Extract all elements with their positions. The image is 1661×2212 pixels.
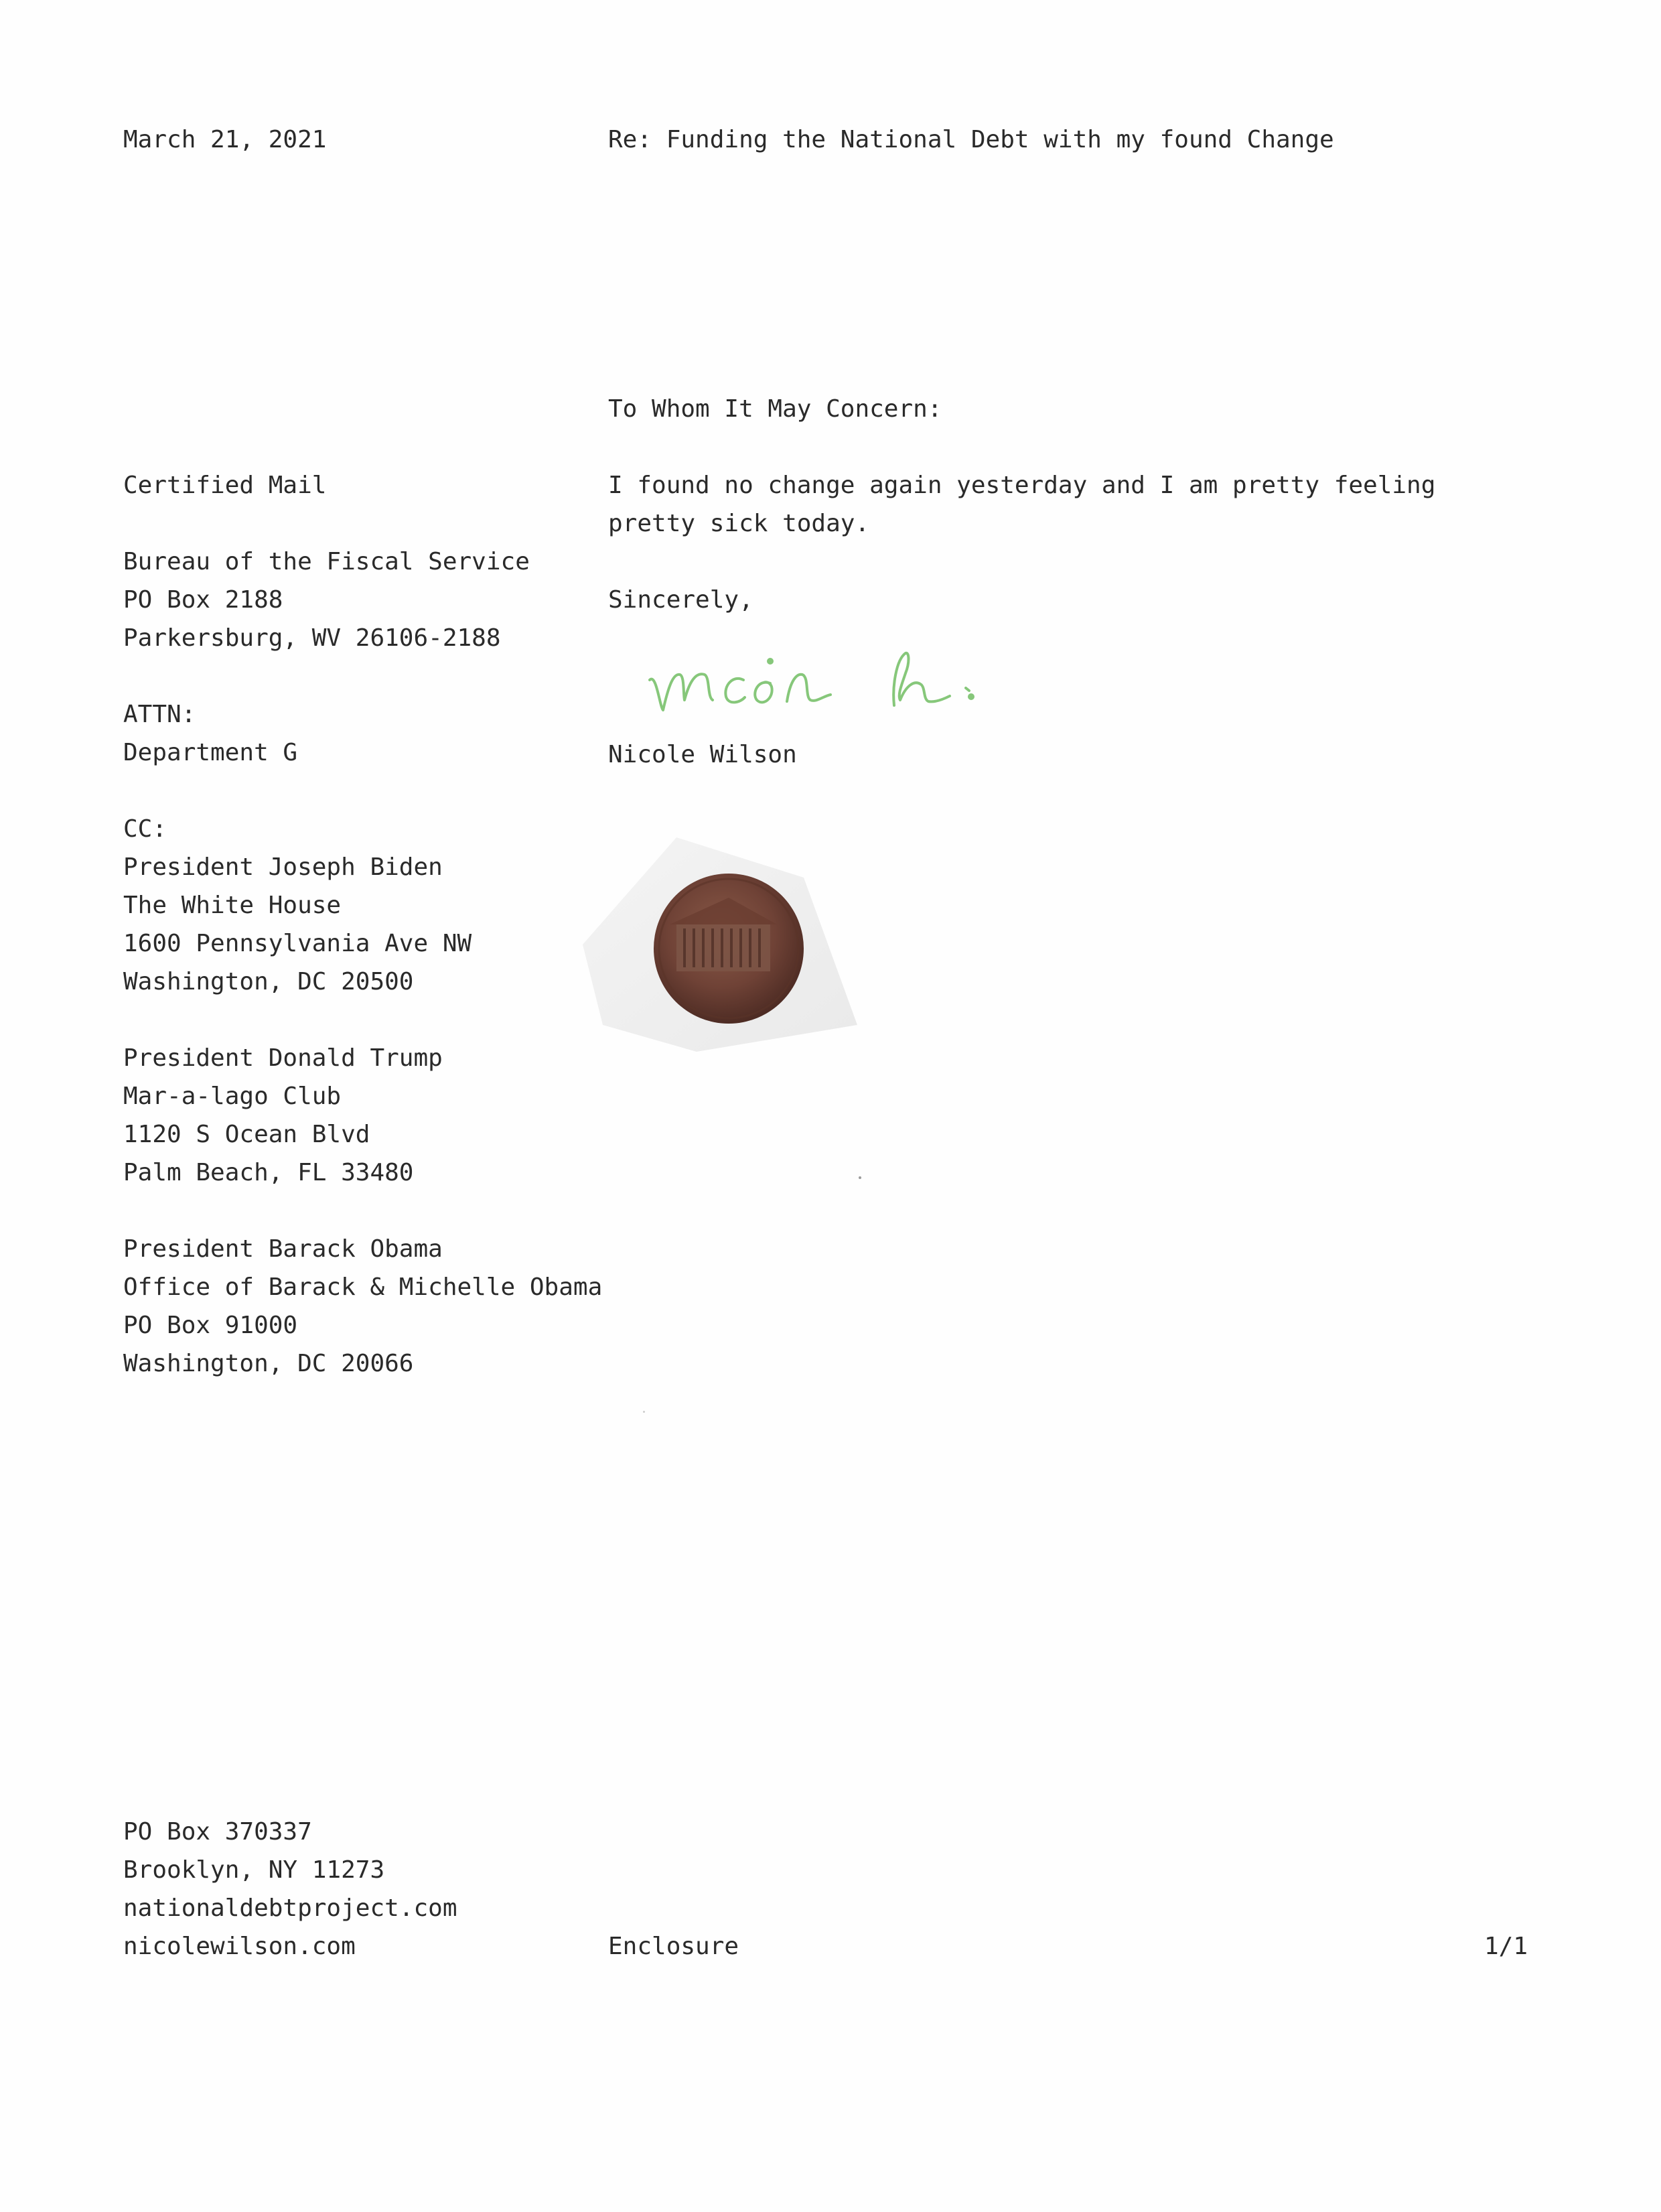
page-number: 1/1: [1484, 1933, 1528, 1960]
footer-line: Brooklyn, NY 11273: [123, 1856, 385, 1884]
cc-name: President Donald Trump: [123, 1044, 443, 1072]
recipient-line: PO Box 2188: [123, 586, 283, 614]
footer-website: nicolewilson.com: [123, 1933, 356, 1960]
signer-name: Nicole Wilson: [608, 741, 797, 768]
handwritten-signature: [643, 633, 1005, 727]
cc-recipient: [123, 1039, 602, 1192]
cc-recipient: [123, 848, 602, 1001]
attn-label: ATTN:: [123, 701, 196, 728]
enclosure-note: Enclosure: [608, 1933, 739, 1960]
recipient-address: [123, 543, 602, 657]
paper-speck: [859, 1176, 861, 1179]
salutation: To Whom It May Concern:: [608, 395, 942, 423]
cc-block: [123, 810, 602, 1383]
sender-footer: [123, 1813, 457, 1965]
letter-body: I found no change again yesterday and I am pretty feeling pretty sick today.: [608, 472, 1436, 537]
cc-recipient: [123, 1230, 602, 1383]
attn-block: [123, 695, 602, 772]
paper-speck: [643, 1411, 645, 1413]
cc-street: PO Box 91000: [123, 1312, 298, 1339]
letter-date: March 21, 2021: [123, 126, 327, 153]
cc-name: President Joseph Biden: [123, 853, 443, 881]
cc-city: Palm Beach, FL 33480: [123, 1159, 414, 1186]
attn-value: Department G: [123, 739, 298, 766]
cc-street: 1120 S Ocean Blvd: [123, 1121, 370, 1148]
closing: Sincerely,: [608, 586, 753, 614]
cc-label: CC:: [123, 815, 167, 843]
recipient-line: Bureau of the Fiscal Service: [123, 548, 530, 575]
mailing-method: Certified Mail: [123, 472, 327, 499]
cc-city: Washington, DC 20066: [123, 1350, 414, 1377]
cc-org: Office of Barack & Michelle Obama: [123, 1273, 603, 1301]
letter-subject: Re: Funding the National Debt with my found Change: [608, 126, 1334, 153]
cc-city: Washington, DC 20500: [123, 968, 414, 995]
cc-org: Mar-a-lago Club: [123, 1083, 342, 1110]
penny-icon: [576, 824, 884, 1065]
cc-org: The White House: [123, 892, 342, 919]
footer-website: nationaldebtproject.com: [123, 1894, 457, 1922]
recipient-line: Parkersburg, WV 26106-2188: [123, 624, 501, 652]
cc-street: 1600 Pennsylvania Ave NW: [123, 930, 472, 957]
footer-line: PO Box 370337: [123, 1818, 312, 1846]
cc-name: President Barack Obama: [123, 1235, 443, 1263]
address-column: [123, 466, 602, 1383]
